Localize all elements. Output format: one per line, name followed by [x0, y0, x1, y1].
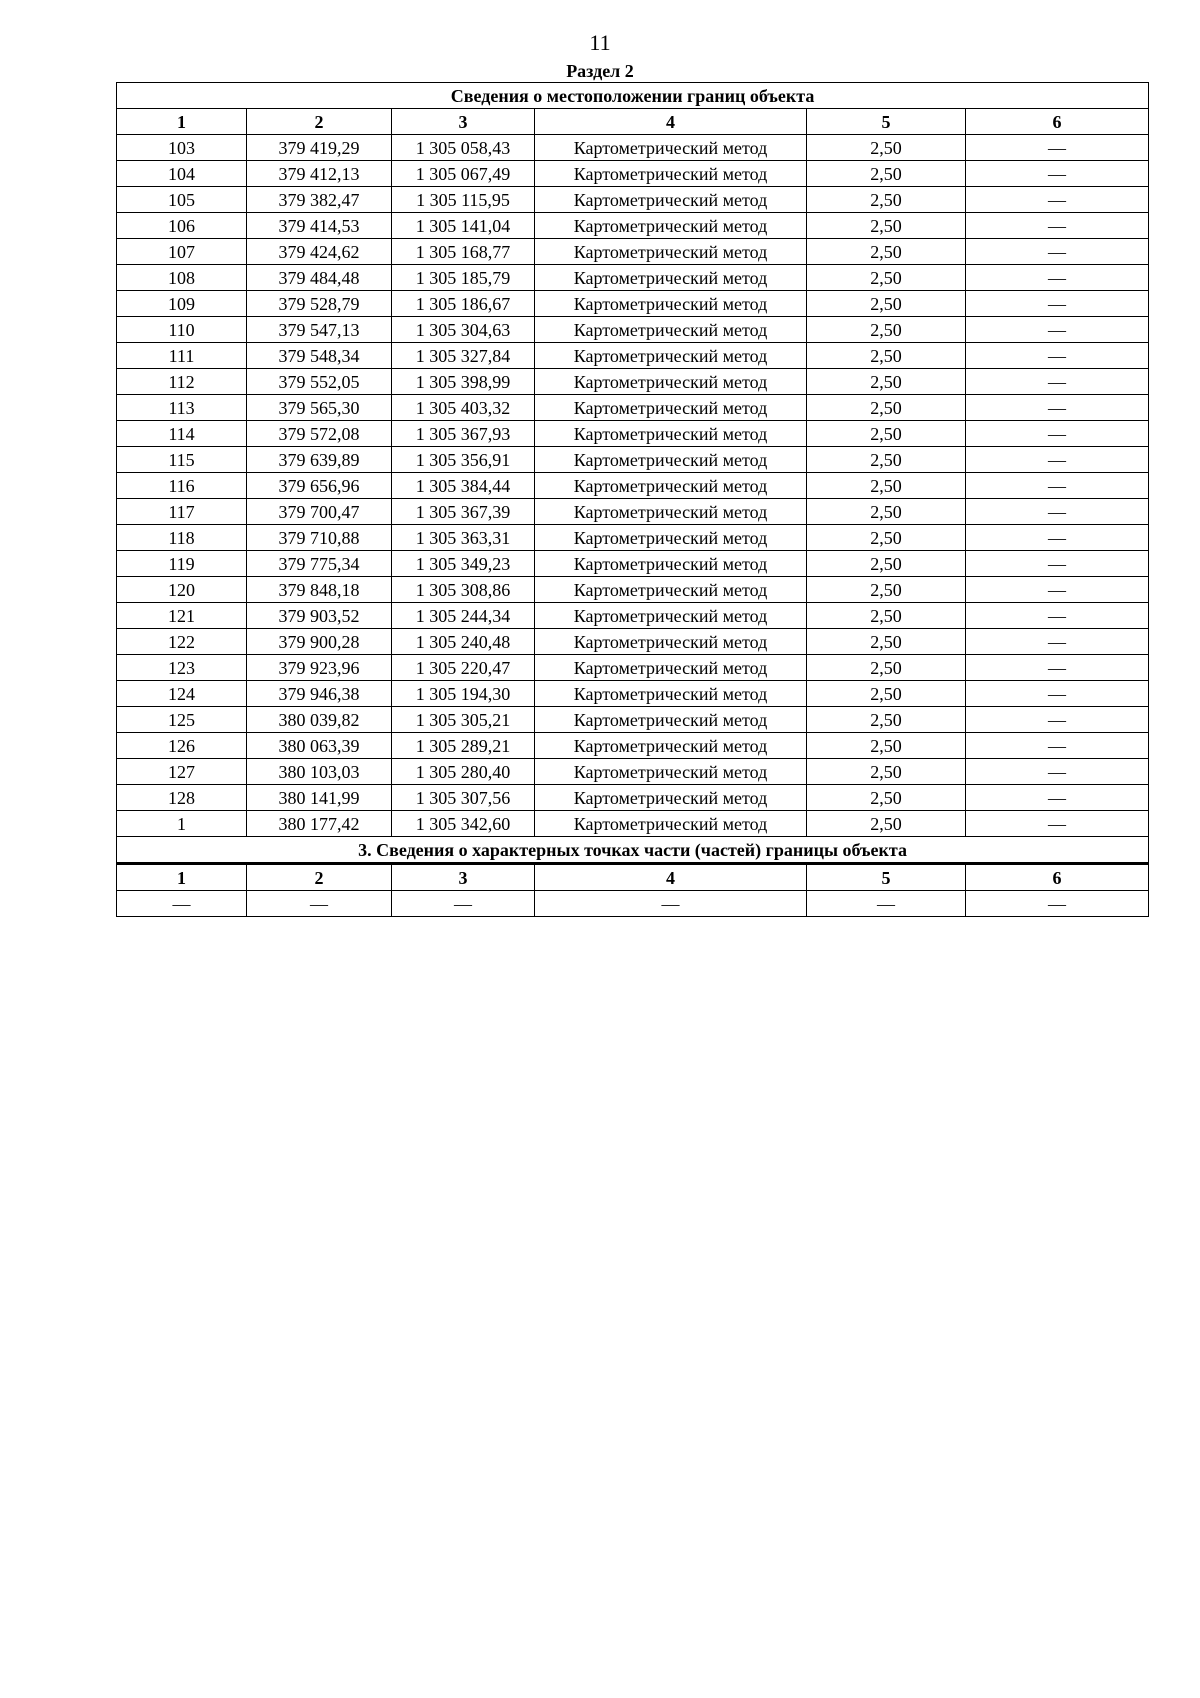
table-cell: 2,50	[807, 681, 966, 707]
table-row	[117, 265, 1149, 291]
table-cell: 107	[117, 239, 247, 265]
table-row	[117, 551, 1149, 577]
table-row	[117, 239, 1149, 265]
table-cell: 122	[117, 629, 247, 655]
table-cell: 1 305 186,67	[392, 291, 535, 317]
table-cell: 379 548,34	[247, 343, 392, 369]
table-cell: 120	[117, 577, 247, 603]
table-row	[117, 343, 1149, 369]
table-cell: —	[966, 395, 1149, 421]
table-row	[117, 135, 1149, 161]
table-cell: Картометрический метод	[535, 655, 807, 681]
column-number: 4	[535, 109, 807, 135]
table-cell: 2,50	[807, 421, 966, 447]
table-cell: 1 305 349,23	[392, 551, 535, 577]
table-cell: —	[966, 891, 1149, 917]
table-cell: Картометрический метод	[535, 707, 807, 733]
table-cell: 2,50	[807, 473, 966, 499]
table-cell: 114	[117, 421, 247, 447]
table-cell: 2,50	[807, 811, 966, 837]
table-cell: 109	[117, 291, 247, 317]
table-cell: 1 305 403,32	[392, 395, 535, 421]
table-row	[117, 499, 1149, 525]
table-row	[117, 577, 1149, 603]
table-cell: 1 305 305,21	[392, 707, 535, 733]
table-cell: Картометрический метод	[535, 551, 807, 577]
table-cell: 379 710,88	[247, 525, 392, 551]
table-cell: 380 141,99	[247, 785, 392, 811]
table-cell: 1 305 363,31	[392, 525, 535, 551]
table-cell: 119	[117, 551, 247, 577]
table-cell: 111	[117, 343, 247, 369]
table-cell: 379 946,38	[247, 681, 392, 707]
column-number: 4	[535, 864, 807, 891]
table-cell: 2,50	[807, 291, 966, 317]
table-cell: 2,50	[807, 525, 966, 551]
table-cell: 2,50	[807, 785, 966, 811]
table-cell: —	[966, 317, 1149, 343]
table-cell: 125	[117, 707, 247, 733]
table-cell: 105	[117, 187, 247, 213]
table-cell: 2,50	[807, 161, 966, 187]
table-row	[117, 681, 1149, 707]
table-row	[117, 733, 1149, 759]
table-cell: 2,50	[807, 447, 966, 473]
table-cell: —	[966, 733, 1149, 759]
table-cell: —	[966, 603, 1149, 629]
table-cell: 1 305 058,43	[392, 135, 535, 161]
table-cell: 380 039,82	[247, 707, 392, 733]
table-cell: 2,50	[807, 135, 966, 161]
table-cell: 124	[117, 681, 247, 707]
table-cell: 1 305 194,30	[392, 681, 535, 707]
table-cell: 2,50	[807, 577, 966, 603]
table-cell: Картометрический метод	[535, 525, 807, 551]
table-row	[117, 473, 1149, 499]
table-cell: 379 424,62	[247, 239, 392, 265]
table-cell: —	[966, 525, 1149, 551]
table-cell: 1 305 356,91	[392, 447, 535, 473]
table-cell: 118	[117, 525, 247, 551]
table-cell: —	[117, 891, 247, 917]
table-cell: 110	[117, 317, 247, 343]
table-cell: —	[966, 187, 1149, 213]
column-number: 2	[247, 864, 392, 891]
table-cell: Картометрический метод	[535, 317, 807, 343]
table-cell: Картометрический метод	[535, 343, 807, 369]
table-cell: 2,50	[807, 733, 966, 759]
table-cell: Картометрический метод	[535, 239, 807, 265]
table-cell: —	[392, 891, 535, 917]
table-cell: 1 305 307,56	[392, 785, 535, 811]
table-row	[117, 655, 1149, 681]
part-table-row	[117, 891, 1149, 917]
table-cell: —	[966, 759, 1149, 785]
table-cell: 2,50	[807, 395, 966, 421]
table-cell: 1 305 115,95	[392, 187, 535, 213]
table-cell: Картометрический метод	[535, 577, 807, 603]
table-cell: 379 484,48	[247, 265, 392, 291]
table-row	[117, 759, 1149, 785]
table-cell: 379 848,18	[247, 577, 392, 603]
table-cell: 2,50	[807, 213, 966, 239]
column-number: 5	[807, 864, 966, 891]
table-cell: Картометрический метод	[535, 421, 807, 447]
table-cell: 2,50	[807, 265, 966, 291]
table-cell: 1 305 384,44	[392, 473, 535, 499]
part-section-caption: 3. Сведения о характерных точках части (частей) границы объекта	[117, 837, 1149, 864]
table-cell: 1 305 289,21	[392, 733, 535, 759]
table-row	[117, 291, 1149, 317]
table-cell: 379 775,34	[247, 551, 392, 577]
section-title: Раздел 2	[566, 61, 634, 81]
table-cell: 379 382,47	[247, 187, 392, 213]
table-cell: 1 305 280,40	[392, 759, 535, 785]
table-cell: 1 305 067,49	[392, 161, 535, 187]
table-cell: 379 565,30	[247, 395, 392, 421]
table-cell: Картометрический метод	[535, 447, 807, 473]
table-cell: 103	[117, 135, 247, 161]
table-cell: 1 305 367,39	[392, 499, 535, 525]
table-cell: 379 923,96	[247, 655, 392, 681]
page-number: 11	[589, 30, 611, 55]
column-number: 6	[966, 109, 1149, 135]
table-cell: 2,50	[807, 317, 966, 343]
table-cell: Картометрический метод	[535, 265, 807, 291]
table-cell: 379 572,08	[247, 421, 392, 447]
table-row	[117, 707, 1149, 733]
table-cell: Картометрический метод	[535, 499, 807, 525]
table-cell: Картометрический метод	[535, 161, 807, 187]
table-cell: 380 103,03	[247, 759, 392, 785]
boundary-table	[116, 82, 1149, 917]
table-row	[117, 421, 1149, 447]
table-cell: 379 412,13	[247, 161, 392, 187]
table-cell: —	[966, 239, 1149, 265]
table-cell: Картометрический метод	[535, 629, 807, 655]
table-cell: —	[535, 891, 807, 917]
table-cell: 379 414,53	[247, 213, 392, 239]
table-cell: 2,50	[807, 707, 966, 733]
table-cell: 2,50	[807, 759, 966, 785]
table-cell: 380 177,42	[247, 811, 392, 837]
table-cell: 2,50	[807, 499, 966, 525]
column-number: 2	[247, 109, 392, 135]
table-cell: 1 305 185,79	[392, 265, 535, 291]
table-cell: 379 639,89	[247, 447, 392, 473]
table-cell: 2,50	[807, 187, 966, 213]
table-cell: —	[966, 707, 1149, 733]
table-cell: —	[966, 369, 1149, 395]
table-cell: Картометрический метод	[535, 759, 807, 785]
table-cell: —	[966, 421, 1149, 447]
table-cell: 2,50	[807, 655, 966, 681]
table-cell: Картометрический метод	[535, 785, 807, 811]
table-cell: 2,50	[807, 343, 966, 369]
table-cell: 127	[117, 759, 247, 785]
table-cell: 112	[117, 369, 247, 395]
table-cell: —	[966, 447, 1149, 473]
table-row	[117, 785, 1149, 811]
table-cell: 1 305 327,84	[392, 343, 535, 369]
table-cell: 1 305 244,34	[392, 603, 535, 629]
table-cell: Картометрический метод	[535, 291, 807, 317]
table-cell: 123	[117, 655, 247, 681]
table-cell: 379 528,79	[247, 291, 392, 317]
table-cell: —	[966, 213, 1149, 239]
column-number: 5	[807, 109, 966, 135]
table-cell: 379 547,13	[247, 317, 392, 343]
table-cell: 379 903,52	[247, 603, 392, 629]
table-row	[117, 187, 1149, 213]
table-row	[117, 447, 1149, 473]
table-row	[117, 317, 1149, 343]
table-cell: —	[966, 577, 1149, 603]
table-cell: —	[966, 499, 1149, 525]
table-cell: 2,50	[807, 239, 966, 265]
table-cell: 379 552,05	[247, 369, 392, 395]
part-section-caption-row	[117, 837, 1149, 864]
table-cell: 1 305 367,93	[392, 421, 535, 447]
table-cell: —	[966, 343, 1149, 369]
table-row	[117, 369, 1149, 395]
table-cell: 379 700,47	[247, 499, 392, 525]
table-cell: 106	[117, 213, 247, 239]
table-cell: 1 305 308,86	[392, 577, 535, 603]
table-cell: 113	[117, 395, 247, 421]
table-cell: Картометрический метод	[535, 733, 807, 759]
table-cell: —	[966, 811, 1149, 837]
table-cell: Картометрический метод	[535, 135, 807, 161]
table-row	[117, 161, 1149, 187]
table-cell: —	[807, 891, 966, 917]
table-cell: Картометрический метод	[535, 213, 807, 239]
table-row	[117, 629, 1149, 655]
column-number: 3	[392, 864, 535, 891]
table-cell: —	[966, 473, 1149, 499]
column-number: 1	[117, 109, 247, 135]
table-cell: 1 305 304,63	[392, 317, 535, 343]
column-number: 1	[117, 864, 247, 891]
table-row	[117, 395, 1149, 421]
table-cell: 104	[117, 161, 247, 187]
table-cell: —	[966, 785, 1149, 811]
table-cell: 1 305 141,04	[392, 213, 535, 239]
table-cell: 121	[117, 603, 247, 629]
table-cell: Картометрический метод	[535, 473, 807, 499]
table-cell: —	[247, 891, 392, 917]
table-cell: Картометрический метод	[535, 369, 807, 395]
table-cell: 117	[117, 499, 247, 525]
table-cell: 1 305 220,47	[392, 655, 535, 681]
table-row	[117, 603, 1149, 629]
table-cell: 2,50	[807, 551, 966, 577]
column-number: 6	[966, 864, 1149, 891]
table-row	[117, 213, 1149, 239]
table-cell: 380 063,39	[247, 733, 392, 759]
table-cell: Картометрический метод	[535, 681, 807, 707]
table-cell: 2,50	[807, 603, 966, 629]
table-cell: 379 656,96	[247, 473, 392, 499]
table-cell: 115	[117, 447, 247, 473]
table-row	[117, 811, 1149, 837]
table-cell: —	[966, 681, 1149, 707]
table-cell: 116	[117, 473, 247, 499]
table-cell: 2,50	[807, 369, 966, 395]
part-column-number-row	[117, 864, 1149, 891]
table-cell: —	[966, 629, 1149, 655]
table-cell: —	[966, 655, 1149, 681]
table-cell: 1 305 342,60	[392, 811, 535, 837]
table-cell: 1	[117, 811, 247, 837]
table-cell: —	[966, 265, 1149, 291]
table-cell: 1 305 240,48	[392, 629, 535, 655]
table-cell: —	[966, 291, 1149, 317]
table-cell: 126	[117, 733, 247, 759]
table-cell: 108	[117, 265, 247, 291]
table-cell: 379 900,28	[247, 629, 392, 655]
table-cell: Картометрический метод	[535, 187, 807, 213]
table-cell: —	[966, 551, 1149, 577]
column-number-row	[117, 109, 1149, 135]
table-cell: Картометрический метод	[535, 603, 807, 629]
table-cell: 2,50	[807, 629, 966, 655]
table-cell: 1 305 168,77	[392, 239, 535, 265]
table-cell: 1 305 398,99	[392, 369, 535, 395]
table-cell: 379 419,29	[247, 135, 392, 161]
table-cell: 128	[117, 785, 247, 811]
table-cell: —	[966, 135, 1149, 161]
table-caption-row	[117, 83, 1149, 109]
table-row	[117, 525, 1149, 551]
table-caption: Сведения о местоположении границ объекта	[117, 83, 1149, 109]
column-number: 3	[392, 109, 535, 135]
table-cell: Картометрический метод	[535, 811, 807, 837]
table-cell: —	[966, 161, 1149, 187]
table-cell: Картометрический метод	[535, 395, 807, 421]
